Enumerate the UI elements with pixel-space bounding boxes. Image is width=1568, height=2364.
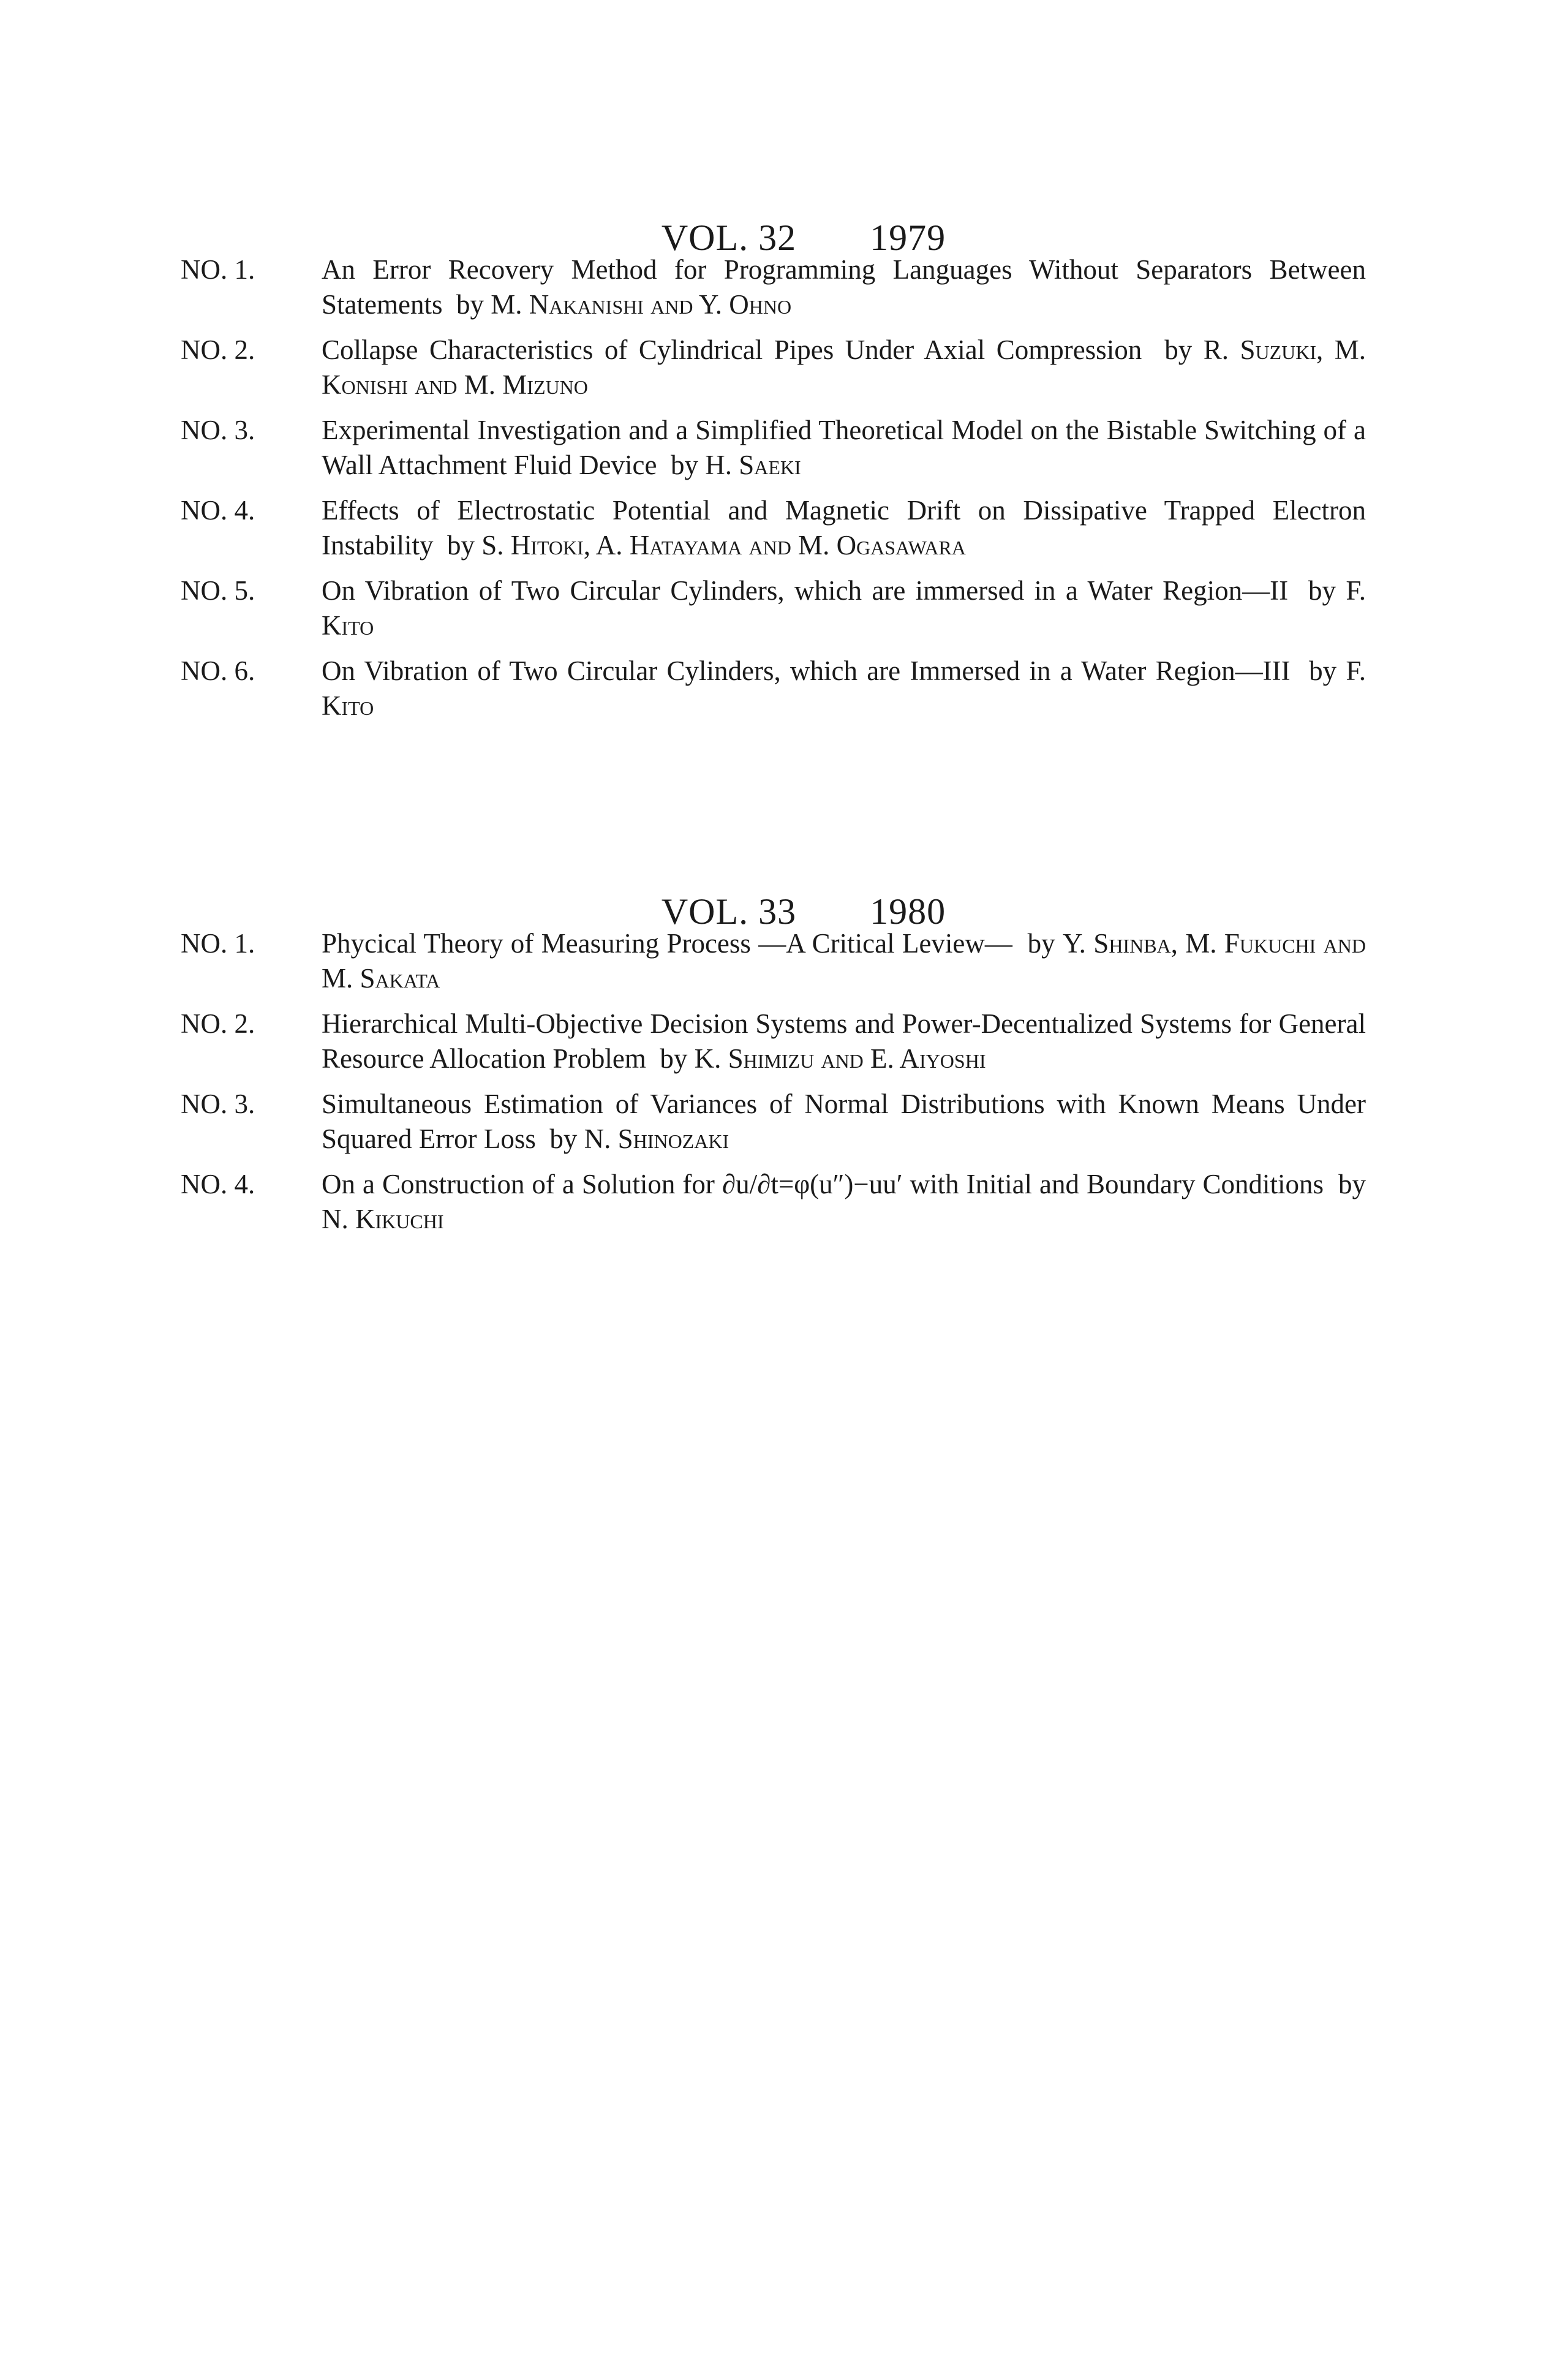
entry-by: by — [1164, 334, 1193, 365]
entry-text — [322, 573, 1366, 643]
entry-title: On Vibration of Two Circular Cylinders, which are Immersed in a Water Region—III — [322, 655, 1291, 686]
entry-by: by — [660, 1043, 688, 1074]
entry-number: NO. 4. — [181, 1169, 255, 1199]
entry-authors: F. Kito — [322, 655, 1366, 721]
entry-text — [322, 413, 1366, 483]
list-item — [0, 1087, 1568, 1167]
volume-year: 1979 — [870, 217, 946, 258]
entry-authors: N. Shinozaki — [584, 1123, 729, 1154]
entry-authors: M. Nakanishi and Y. Ohno — [491, 289, 792, 320]
volume-entries-list — [0, 252, 1568, 734]
entry-text — [322, 1006, 1366, 1076]
entry-by: by — [671, 450, 698, 480]
entry-title: Simultaneous Estimation of Variances of Normal Distributions with Known Means Under Squared Error Loss — [322, 1089, 1366, 1154]
entry-by: by — [549, 1123, 578, 1154]
entry-number: NO. 2. — [181, 334, 255, 365]
entry-number: NO. 2. — [181, 1008, 255, 1039]
list-item — [0, 1006, 1568, 1087]
list-item — [0, 413, 1568, 493]
entry-text — [322, 1167, 1366, 1237]
entry-by: by — [1027, 928, 1055, 959]
entry-authors: R. Suzuki, M. Konishi and M. Mizuno — [322, 334, 1366, 400]
entry-authors: N. Kikuchi — [322, 1204, 444, 1234]
entry-title: Hierarchical Multi-Objective Decision Systems and Power-Decentıalized Systems for General Resource Allocation Problem — [322, 1008, 1366, 1074]
entry-authors: H. Saeki — [705, 450, 801, 480]
entry-by: by — [447, 530, 475, 561]
list-item — [0, 926, 1568, 1006]
entry-title: Collapse Characteristics of Cylindrical Pipes Under Axial Compression — [322, 334, 1142, 365]
list-item — [0, 333, 1568, 413]
entry-title: On a Construction of a Solution for ∂u/∂t=φ(u″)−uu′ with Initial and Boundary Conditions — [322, 1169, 1324, 1199]
list-item — [0, 252, 1568, 333]
entry-authors: Y. Shinba, M. Fukuchi and M. Sakata — [322, 928, 1366, 994]
entry-text — [322, 1087, 1366, 1157]
entry-by: by — [1309, 655, 1337, 686]
entry-text — [322, 493, 1366, 563]
entry-number: NO. 1. — [181, 254, 255, 285]
volume-year: 1980 — [870, 891, 946, 932]
entry-authors: K. Shimizu and E. Aiyoshi — [694, 1043, 986, 1074]
volume-entries-list — [0, 926, 1568, 1247]
list-item — [0, 573, 1568, 654]
volume-label: VOL. 32 — [661, 217, 797, 258]
entry-title: Phycical Theory of Measuring Process —A Critical Leview— — [322, 928, 1012, 959]
entry-number: NO. 3. — [181, 415, 255, 445]
entry-number: NO. 1. — [181, 928, 255, 959]
entry-title: On Vibration of Two Circular Cylinders, which are immersed in a Water Region—II — [322, 575, 1289, 606]
entry-title: Experimental Investigation and a Simplified Theoretical Model on the Bistable Switching of a Wall Attachment Fluid Device — [322, 415, 1366, 480]
entry-text — [322, 252, 1366, 322]
entry-number: NO. 5. — [181, 575, 255, 606]
entry-number: NO. 6. — [181, 655, 255, 686]
entry-number: NO. 3. — [181, 1089, 255, 1119]
entry-authors: F. Kito — [322, 575, 1366, 641]
list-item — [0, 1167, 1568, 1247]
list-item — [0, 654, 1568, 734]
entry-text — [322, 926, 1366, 996]
entry-by: by — [1338, 1169, 1366, 1199]
entry-title: An Error Recovery Method for Programming Languages Without Separators Between Statements — [322, 254, 1366, 320]
entry-authors: S. Hitoki, A. Hatayama and M. Ogasawara — [481, 530, 966, 561]
entry-text — [322, 333, 1366, 402]
entry-by: by — [456, 289, 484, 320]
list-item — [0, 493, 1568, 573]
entry-title: Effects of Electrostatic Potential and Magnetic Drift on Dissipative Trapped Electron Instability — [322, 495, 1366, 561]
volume-label: VOL. 33 — [661, 891, 797, 932]
entry-text — [322, 654, 1366, 723]
entry-number: NO. 4. — [181, 495, 255, 526]
entry-by: by — [1308, 575, 1336, 606]
